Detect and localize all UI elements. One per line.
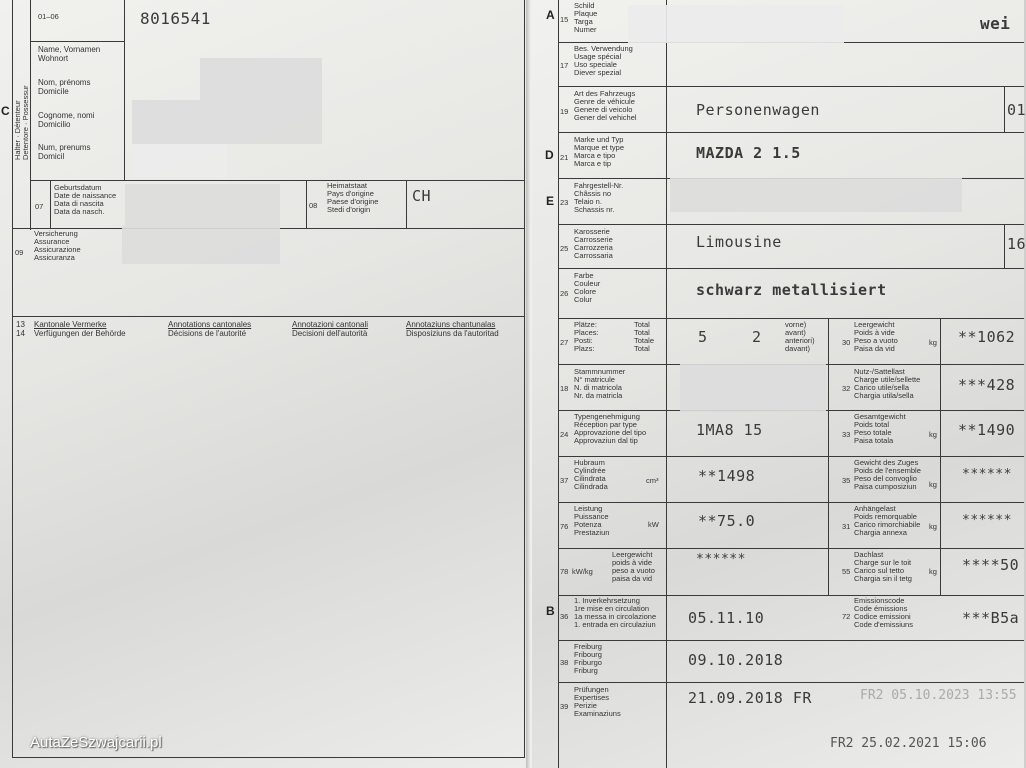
field-15-number: 15 <box>560 15 569 24</box>
field-37-label: Hubraum Cylindrée Cilindrata Cilindrada <box>574 458 608 491</box>
field-19-number: 19 <box>560 107 569 116</box>
field-17-label: Bes. Verwendung Usage spécial Uso speciale Diever spezial <box>574 44 633 77</box>
payload-value: ***428 <box>958 376 1016 394</box>
empty-weight-unit: kg <box>929 338 937 347</box>
right-border <box>524 0 525 758</box>
field-09-number: 09 <box>15 248 24 257</box>
field-33-label: Gesamtgewicht Poids total Peso totale Paisa totala <box>854 412 906 445</box>
field-78-label: Leergewicht poids à vide peso a vuoto paisa da vid <box>612 550 655 583</box>
towing-weight-unit: kg <box>929 522 937 531</box>
column-divider <box>124 0 125 180</box>
field-24-number: 24 <box>560 430 569 439</box>
redacted-chassis-number <box>670 178 962 212</box>
body-type-value: Limousine <box>696 233 782 251</box>
field-39-number: 39 <box>560 702 569 711</box>
field-17-number: 17 <box>560 61 569 70</box>
field-21-number: 21 <box>560 153 569 162</box>
redacted-owner-extra <box>132 144 227 178</box>
inspection-stamp: FR2 25.02.2021 15:06 <box>830 736 987 751</box>
owner-label-rm: Num, prenums Domicil <box>38 143 91 161</box>
divider <box>306 180 307 228</box>
annotations-de: Kantonale Vermerke Verfügungen der Behörde <box>34 320 126 338</box>
power-weight-unit: kW/kg <box>572 567 593 576</box>
first-registration-value: 05.11.10 <box>688 609 765 627</box>
field-01-06-number: 01–06 <box>38 12 59 21</box>
annotations-numbers: 13 14 <box>16 320 25 338</box>
field-23-label: Fahrgestell-Nr. Châssis no Telaio n. Schassis nr. <box>574 181 624 214</box>
power-unit: kW <box>648 520 659 529</box>
emission-code-value: ***B5a <box>962 609 1020 627</box>
field-55-number: 55 <box>842 567 851 576</box>
field-32-label: Nutz-/Sattellast Charge utile/sellette Carico utile/sella Chargia utila/sella <box>854 367 921 400</box>
towing-weight-value: ****** <box>962 513 1012 528</box>
displacement-value: **1498 <box>698 467 756 485</box>
displacement-unit: cm³ <box>646 476 659 485</box>
redacted-owner-address <box>132 100 322 144</box>
field-36-number: 36 <box>560 612 569 621</box>
field-27-total-label: Total Total Totale Total <box>634 320 655 353</box>
row-line <box>558 548 1024 549</box>
annotations-rm: Annotaziuns chantunalas Disposiziuns da l'autoritad <box>406 320 499 338</box>
bottom-border <box>12 757 524 758</box>
divider <box>12 316 524 317</box>
row-line <box>558 86 1024 87</box>
field-19-label: Art des Fahrzeugs Genre de véhicule Genere di veicolo Gener del vehichel <box>574 89 637 122</box>
watermark: AutaZeSzwajcarii.pl <box>30 734 162 751</box>
field-08-number: 08 <box>309 201 318 210</box>
body-type-code: 16 <box>1007 235 1026 253</box>
field-09-label: Versicherung Assurance Assicurazione Assicuranza <box>34 229 81 262</box>
row-line <box>558 132 1024 133</box>
section-letter-b: B <box>546 604 555 618</box>
vehicle-type-value: Personenwagen <box>696 101 820 119</box>
field-26-number: 26 <box>560 289 569 298</box>
field-08-label: Heimatstaat Pays d'origine Paese d'origine Stedi d'origin <box>327 181 379 214</box>
field-27-label: Plätze: Places: Posti: Plazs: <box>574 320 599 353</box>
seats-front-value: 2 <box>752 328 762 346</box>
power-weight-value: ****** <box>696 552 746 567</box>
seats-front-label: vorne) avant) anteriori) davant) <box>785 320 815 353</box>
row-line <box>558 224 1024 225</box>
train-weight-value: ****** <box>962 467 1012 482</box>
roof-load-value: ****50 <box>962 556 1020 574</box>
field-07-label: Geburtsdatum Date de naissance Data di nascita Data da nasch. <box>54 183 117 216</box>
field-26-label: Farbe Couleur Colore Colur <box>574 271 601 304</box>
field-37-number: 37 <box>560 476 569 485</box>
field-18-label: Stammnummer N° matricule N. di matricola Nr. da matricla <box>574 367 626 400</box>
field-76-label: Leistung Puissance Potenza Prestaziun <box>574 504 610 537</box>
field-25-label: Karosserie Carrosserie Carrozzeria Carrossaria <box>574 227 613 260</box>
redacted-birthdate <box>125 184 280 226</box>
holder-vertical-label: Halter · Détenteur <box>13 100 22 160</box>
redacted-plate <box>628 5 844 43</box>
annotations-it: Annotazioni cantonali Decisioni dell'autorità <box>292 320 369 338</box>
owner-label-fr: Nom, prénoms Domicile <box>38 78 91 96</box>
field-33-number: 33 <box>842 430 851 439</box>
owner-label-it: Cognome, nomi Domicilio <box>38 111 95 129</box>
color-value: schwarz metallisiert <box>696 281 887 299</box>
code-divider-19 <box>1004 86 1005 132</box>
field-08-value: CH <box>412 187 432 205</box>
redacted-insurance <box>122 226 280 264</box>
divider <box>406 180 407 228</box>
empty-weight-value: **1062 <box>958 328 1016 346</box>
field-15-label: Schild Plaque Targa Numer <box>574 1 598 34</box>
holder-vertical-label-2: Detentore · Possessur <box>21 85 30 160</box>
canton-date-value: 09.10.2018 <box>688 651 784 669</box>
section-letter-d: D <box>545 148 554 162</box>
field-36-label: 1. Inverkehrsetzung 1re mise en circulation 1a messa in circolazione 1. entrada en circulaziun <box>574 596 657 629</box>
annotations-fr: Annotations cantonales Décisions de l'autorité <box>168 320 252 338</box>
field-30-label: Leergewicht Poids à vide Peso a vuoto Paisa da vid <box>854 320 898 353</box>
type-approval-value: 1MA8 15 <box>696 421 763 439</box>
owner-label-de: Name, Vornamen Wohnort <box>38 45 101 63</box>
total-weight-unit: kg <box>929 430 937 439</box>
redacted-master-number <box>680 364 826 412</box>
field-39-label: Prüfungen Expertises Perizie Examinaziuns <box>574 685 621 718</box>
field-72-label: Emissionscode Code émissions Codice emissioni Code d'emissiuns <box>854 596 913 629</box>
field-76-number: 76 <box>560 522 569 531</box>
power-value: **75.0 <box>698 512 756 530</box>
total-weight-value: **1490 <box>958 421 1016 439</box>
field-30-number: 30 <box>842 338 851 347</box>
row-line <box>558 640 1024 641</box>
label-column-divider <box>666 0 667 768</box>
field-55-label: Dachlast Charge sur le toit Carico sul tetto Chargia sin il tetg <box>854 550 912 583</box>
field-27-number: 27 <box>560 338 569 347</box>
right-page <box>532 0 1024 768</box>
divider <box>50 180 51 228</box>
field-38-number: 38 <box>560 658 569 667</box>
train-weight-unit: kg <box>929 480 937 489</box>
field-01-06-value: 8016541 <box>140 9 211 28</box>
row-line <box>558 318 1024 319</box>
section-letter-a: A <box>546 8 555 22</box>
seats-total-value: 5 <box>698 328 708 346</box>
section-letter-c: C <box>1 104 10 118</box>
row-line <box>558 268 1024 269</box>
vertical-label-divider <box>30 0 31 230</box>
field-38-label: Freiburg Fribourg Friburgo Friburg <box>574 642 602 675</box>
section-letter-e: E <box>546 194 555 208</box>
field-32-number: 32 <box>842 384 851 393</box>
field-31-label: Anhängelast Poids remorquable Carico rimorchiabile Chargia annexa <box>854 504 921 537</box>
make-model-value: MAZDA 2 1.5 <box>696 144 801 162</box>
plate-color-value: wei <box>980 14 1011 33</box>
row-line <box>558 682 1024 683</box>
redacted-owner-name <box>200 58 322 100</box>
row-line <box>558 456 1024 457</box>
vehicle-type-code: 01 <box>1007 101 1026 119</box>
field-24-label: Typengenehmigung Réception par type Approvazione del tipo Approvaziun dal tip <box>574 412 647 445</box>
field-72-number: 72 <box>842 612 851 621</box>
field-18-number: 18 <box>560 384 569 393</box>
roof-load-unit: kg <box>929 567 937 576</box>
field-31-number: 31 <box>842 522 851 531</box>
divider <box>30 41 124 42</box>
field-78-number: 78 <box>560 567 569 576</box>
row-line <box>558 502 1024 503</box>
inspection-value: 21.09.2018 FR <box>688 689 812 707</box>
field-07-number: 07 <box>35 202 44 211</box>
inspection-stamp-faint: FR2 05.10.2023 13:55 <box>860 688 1017 703</box>
field-23-number: 23 <box>560 198 569 207</box>
field-21-label: Marke und Typ Marque et type Marca e tipo Marca e tip <box>574 135 625 168</box>
divider <box>30 180 524 181</box>
field-35-number: 35 <box>842 476 851 485</box>
code-divider-25 <box>1004 224 1005 268</box>
field-25-number: 25 <box>560 244 569 253</box>
field-35-label: Gewicht des Zuges Poids de l'ensemble Peso del convoglio Paisa cumposiziun <box>854 458 921 491</box>
right-page-left-border <box>558 0 559 768</box>
